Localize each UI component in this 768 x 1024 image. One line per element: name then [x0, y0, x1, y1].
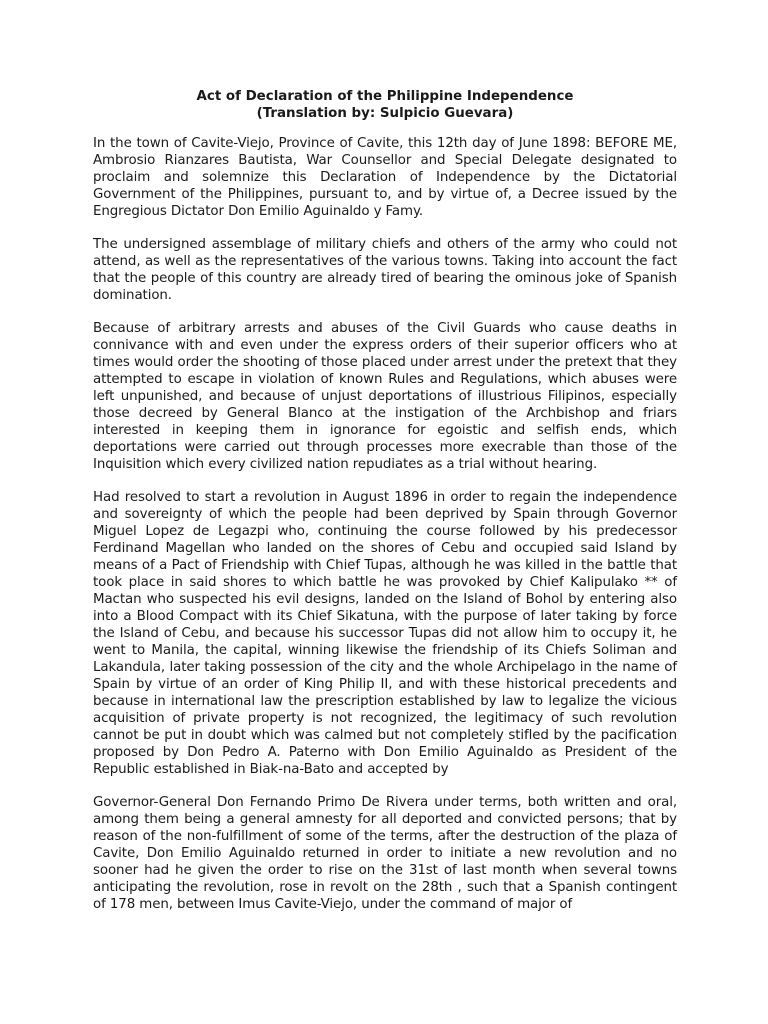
paragraph-4: Had resolved to start a revolution in August 1896 in order to regain the independence and sovereignty of which the people had been deprived by Spain through Governor Miguel Lopez de Legazpi who, continuing the course followed by his predecessor Ferdinand Magellan who landed on the shores of Cebu and occupied said Island by means of a Pact of Friendship with Chief Tupas, although he was killed in the battle that took place in said shores to which battle he was provoked by Chief Kalipulako ** of Mactan who suspected his evil designs, landed on the Island of Bohol by entering also into a Blood Compact with its Chief Sikatuna, with the purpose of later taking by force the Island of Cebu, and because his successor Tupas did not allow him to occupy it, he went to Manila, the capital, winning likewise the friendship of its Chiefs Soliman and Lakandula, later taking possession of the city and the whole Archipelago in the name of Spain by virtue of an order of King Philip II, and with these historical precedents and because in international law the prescription established by law to legalize the vicious acquisition of private property is not recognized, the legitimacy of such revolution cannot be put in doubt which was calmed but not completely stifled by the pacification proposed by Don Pedro A. Paterno with Don Emilio Aguinaldo as President of the Republic established in Biak-na-Bato and accepted by	[93, 490, 677, 777]
document-title: Act of Declaration of the Philippine Independence	[196, 89, 574, 104]
document-subtitle: (Translation by: Sulpicio Guevara)	[256, 106, 514, 121]
paragraph-1: In the town of Cavite-Viejo, Province of Cavite, this 12th day of June 1898: BEFORE ME, Ambrosio Rianzares Bautista, War Counsellor and Special Delegate designated to proclaim and solemnize this Declaration of Independence by the Dictatorial Government of the Philippines, pursuant to, and by virtue of, a Decree issued by the Engregious Dictator Don Emilio Aguinaldo y Famy.	[93, 136, 677, 219]
paragraph-5: Governor-General Don Fernando Primo De Rivera under terms, both written and oral, among them being a general amnesty for all deported and convicted persons; that by reason of the non-fulfillment of some of the terms, after the destruction of the plaza of Cavite, Don Emilio Aguinaldo returned in order to initiate a new revolution and no sooner had he given the order to rise on the 31st of last month when several towns anticipating the revolution, rose in revolt on the 28th , such that a Spanish contingent of 178 men, between Imus Cavite-Viejo, under the command of major of	[93, 795, 677, 912]
document-header	[93, 88, 677, 122]
document-page	[93, 88, 677, 929]
paragraph-3: Because of arbitrary arrests and abuses of the Civil Guards who cause deaths in connivance with and even under the express orders of their superior officers who at times would order the shooting of those placed under arrest under the pretext that they attempted to escape in violation of known Rules and Regulations, which abuses were left unpunished, and because of unjust deportations of illustrious Filipinos, especially those decreed by General Blanco at the instigation of the Archbishop and friars interested in keeping them in ignorance for egoistic and selfish ends, which deportations were carried out through processes more execrable than those of the Inquisition which every civilized nation repudiates as a trial without hearing.	[93, 321, 677, 472]
paragraph-2: The undersigned assemblage of military chiefs and others of the army who could not attend, as well as the representatives of the various towns. Taking into account the fact that the people of this country are already tired of bearing the ominous joke of Spanish domination.	[93, 237, 677, 303]
